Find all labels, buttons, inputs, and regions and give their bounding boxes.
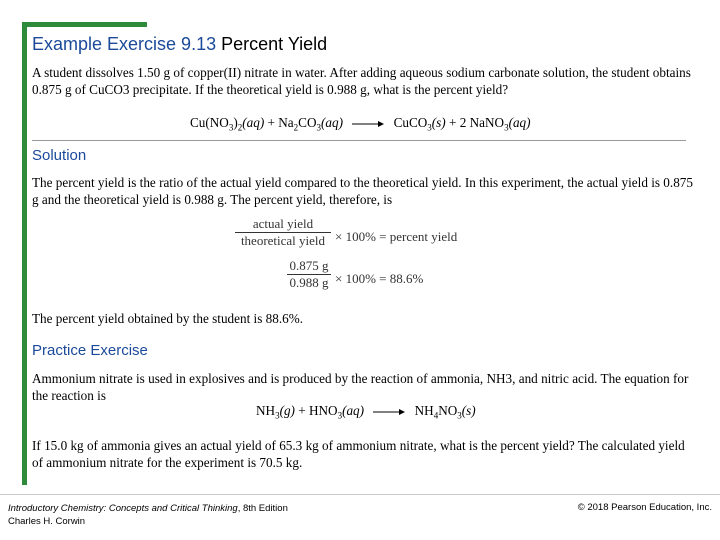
fraction-numerator: actual yield: [235, 216, 331, 233]
solution-conclusion: The percent yield obtained by the student is 88.6%.: [32, 311, 304, 326]
footer-citation: [8, 502, 288, 528]
eq1-sub: 2: [237, 122, 243, 133]
equation-2: [256, 403, 476, 421]
eq1-sub: 2: [293, 122, 299, 133]
eq1-reactant1: Cu(NO: [190, 115, 229, 130]
title-prefix: Example Exercise 9.13: [32, 34, 217, 54]
practice-heading: Practice Exercise: [32, 342, 148, 359]
eq2-sub: 4: [433, 410, 439, 421]
eq2-sub: 3: [275, 410, 280, 421]
eq2-reactant1: NH: [256, 403, 276, 418]
eq2-state: (aq): [342, 403, 365, 418]
solution-text: The percent yield is the ratio of the actual yield compared to the theoretical yield. In this experiment, the actual yield is 0.875 g and the theoretical yield is 0.988 g. The percent yield, therefore, is: [32, 175, 693, 207]
eq1-state: (aq): [320, 115, 343, 130]
eq1-plus: + Na: [264, 115, 294, 130]
reaction-arrow-icon: [373, 408, 405, 416]
equation-1: [190, 115, 531, 133]
eq1-paren: ): [233, 115, 238, 130]
eq1-sub: 3: [427, 122, 432, 133]
eq1-product1: CuCO: [393, 115, 428, 130]
title-suffix: Percent Yield: [221, 34, 328, 54]
page-title: [32, 34, 327, 55]
fraction-words: [235, 216, 331, 249]
eq2-product-mid: NO: [438, 403, 458, 418]
eq1-sub: 3: [316, 122, 321, 133]
book-title: Introductory Chemistry: Concepts and Critical Thinking: [8, 503, 238, 514]
practice-question: If 15.0 kg of ammonia gives an actual yield of 65.3 kg of ammonium nitrate, what is the percent yield? The calculated yield of ammonium nitrate for the experiment is 70.5 kg.: [32, 438, 685, 470]
eq1-reactant2: CO: [298, 115, 317, 130]
copyright: © 2018 Pearson Education, Inc.: [577, 502, 712, 513]
eq2-product: NH: [414, 403, 434, 418]
eq2-state: (g): [279, 403, 295, 418]
accent-bar-horizontal: [22, 22, 147, 27]
problem-text: A student dissolves 1.50 g of copper(II) nitrate in water. After adding aqueous sodium carbonate solution, the student obtains 0.875 g of CuCO3 precipitate. If the theoretical yield is 0.988 g, what is the percent yield?: [32, 65, 691, 97]
eq1-sub: 3: [228, 122, 234, 133]
eq2-sub: 3: [337, 410, 343, 421]
fraction-denominator: theoretical yield: [240, 233, 326, 248]
footer-divider: [0, 494, 720, 495]
solution-heading: Solution: [32, 147, 87, 164]
divider: [32, 140, 686, 141]
eq1-state: (aq): [242, 115, 265, 130]
book-edition: , 8th Edition: [237, 503, 288, 514]
fraction-values: [287, 258, 331, 291]
eq2-state: (s): [461, 403, 476, 418]
practice-text: Ammonium nitrate is used in explosives and is produced by the reaction of ammonia, NH3, and nitric acid. The equation for the reaction is: [32, 371, 689, 403]
eq1-state: (s): [431, 115, 446, 130]
book-author: Charles H. Corwin: [8, 516, 86, 527]
fraction-denominator: 0.988 g: [289, 275, 329, 290]
eq2-plus: + HNO: [294, 403, 338, 418]
fraction-numerator: 0.875 g: [287, 258, 331, 275]
eq2-sub: 3: [457, 410, 462, 421]
calc-result-text: × 100% = 88.6%: [335, 271, 424, 286]
eq1-plus: + 2 NaNO: [445, 115, 505, 130]
eq1-state: (aq): [508, 115, 531, 130]
accent-bar-vertical: [22, 22, 27, 485]
reaction-arrow-icon: [352, 120, 384, 128]
calc-operator-text: × 100% = percent yield: [335, 229, 458, 244]
eq1-sub: 3: [504, 122, 509, 133]
